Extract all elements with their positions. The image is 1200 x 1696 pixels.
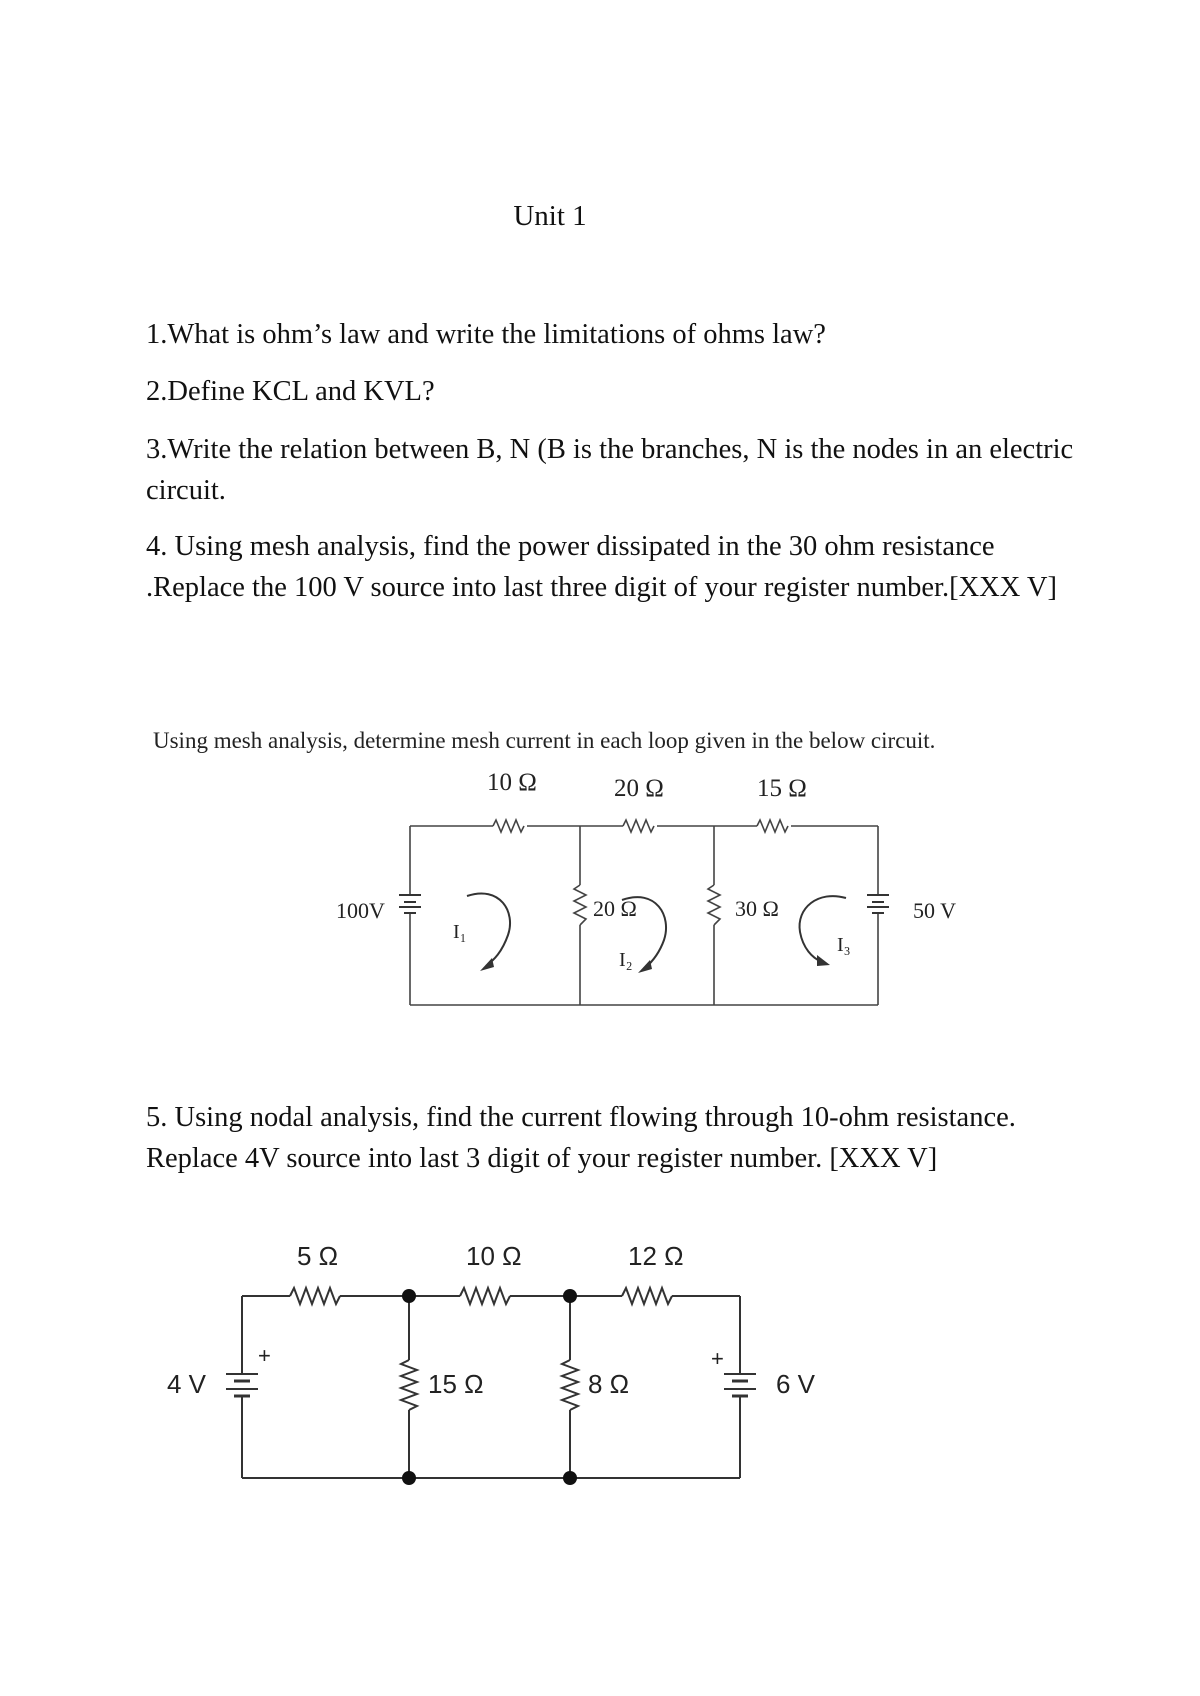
nodal-node-bottom-right (563, 1471, 577, 1485)
mesh-figure-caption: Using mesh analysis, determine mesh current in each loop given in the below circuit. (153, 728, 936, 753)
mesh-i3-label: I₃ (837, 934, 851, 956)
mesh-battery-100v (399, 895, 421, 913)
page-title: Unit 1 (513, 200, 587, 232)
mesh-100v-label: 100V (336, 898, 385, 923)
nodal-6v-plus: + (711, 1346, 724, 1371)
nodal-node-top-right (563, 1289, 577, 1303)
mesh-i2-label: I₂ (619, 949, 633, 971)
mesh-resistor-20-top (623, 820, 654, 832)
mesh-resistor-20-mid (574, 885, 586, 925)
nodal-resistor-15 (401, 1360, 417, 1410)
nodal-battery-6v (724, 1374, 756, 1396)
mesh-i1-label: I₁ (453, 921, 467, 943)
nodal-node-top-left (402, 1289, 416, 1303)
nodal-r10-label: 10 Ω (466, 1241, 522, 1271)
mesh-r30-label: 30 Ω (735, 896, 779, 921)
mesh-battery-50v (867, 895, 889, 913)
mesh-50v-label: 50 V (913, 898, 956, 923)
nodal-r15-label: 15 Ω (428, 1369, 484, 1399)
mesh-r20-top-label: 20 Ω (614, 775, 664, 802)
mesh-r15-label: 15 Ω (757, 775, 807, 802)
mesh-circuit-figure (153, 728, 956, 1005)
mesh-resistor-10 (493, 820, 524, 832)
nodal-circuit-figure (167, 1241, 816, 1485)
mesh-r20-mid-label: 20 Ω (593, 896, 637, 921)
mesh-r10-label: 10 Ω (487, 769, 537, 796)
nodal-r8-label: 8 Ω (588, 1369, 630, 1399)
question-5: 5. Using nodal analysis, find the current flowing through 10-ohm resistance. Replace 4V source into last 3 digit of your register number. [XXX V] (146, 1102, 1016, 1174)
nodal-resistor-12 (622, 1288, 672, 1304)
mesh-resistor-15 (757, 820, 788, 832)
question-4: 4. Using mesh analysis, find the power dissipated in the 30 ohm resistance .Replace the 100 V source into last three digit of your register number.[XXX V] (146, 531, 1057, 603)
nodal-resistor-8 (562, 1360, 578, 1410)
mesh-current-arrow-1 (467, 893, 510, 971)
nodal-r12-label: 12 Ω (628, 1241, 684, 1271)
mesh-resistor-30 (708, 885, 720, 925)
nodal-4v-label: 4 V (167, 1369, 207, 1399)
nodal-6v-label: 6 V (776, 1369, 816, 1399)
nodal-resistor-10 (460, 1288, 510, 1304)
nodal-r5-label: 5 Ω (297, 1241, 339, 1271)
question-1: 1.What is ohm’s law and write the limitations of ohms law? (146, 319, 826, 350)
nodal-resistor-5 (290, 1288, 340, 1304)
question-2: 2.Define KCL and KVL? (146, 376, 435, 407)
nodal-node-bottom-left (402, 1471, 416, 1485)
nodal-battery-4v (226, 1374, 258, 1396)
question-3: 3.Write the relation between B, N (B is the branches, N is the nodes in an electric circuit. (146, 434, 1074, 506)
nodal-4v-plus: + (258, 1343, 271, 1368)
